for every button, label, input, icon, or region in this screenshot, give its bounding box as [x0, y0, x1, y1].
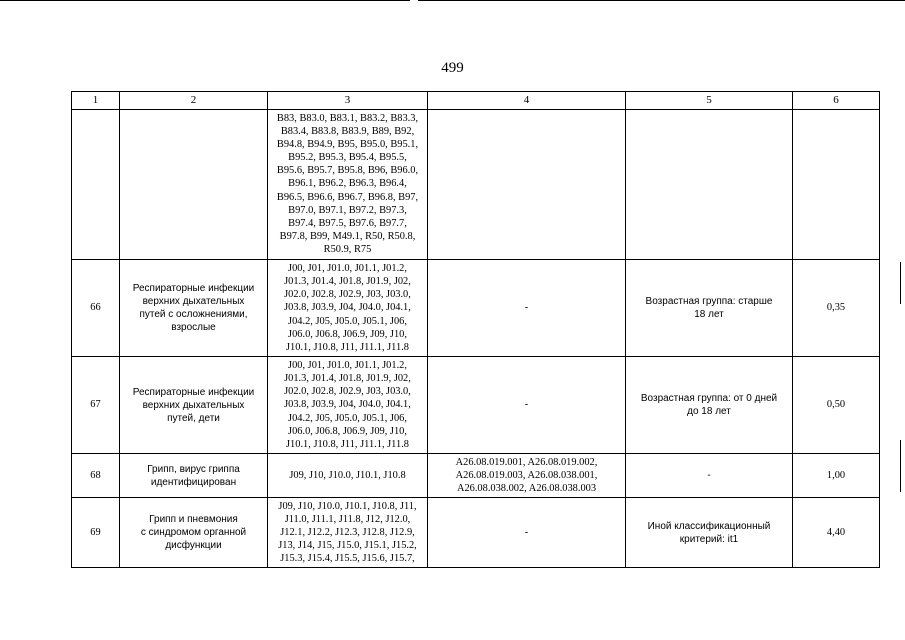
- coefficient-cell: 4,40: [793, 498, 880, 568]
- cell-line: J02.0, J02.8, J02.9, J03, J03.0,: [284, 386, 411, 398]
- cell-line: взрослые: [171, 322, 216, 333]
- cell-line: J01.3, J01.4, J01.8, J01.9, J02,: [284, 373, 411, 385]
- cell-line: B96.1, B96.2, B96.3, B96.4,: [288, 178, 407, 190]
- cell-line: J09, J10, J10.0, J10.1, J10.8: [289, 469, 406, 481]
- cell-line: A26.08.038.002, A26.08.038.003: [456, 483, 597, 495]
- criteria-cell: [626, 357, 793, 454]
- cell-line: верхних дыхательных: [142, 296, 245, 307]
- coefficient-cell: 0,35: [793, 260, 880, 357]
- col-header-6: 6: [793, 92, 880, 110]
- table-row: [72, 357, 880, 454]
- cell-line: Респираторные инфекции: [132, 283, 255, 294]
- medical-services-cell: [428, 498, 626, 568]
- medical-services-cell: [428, 260, 626, 357]
- cell-line: J11.0, J11.1, J11.8, J12, J12.0,: [284, 513, 411, 525]
- cell-line: Возрастная группа: от 0 дней: [640, 393, 778, 404]
- cell-line: J02.0, J02.8, J02.9, J03, J03.0,: [284, 289, 411, 301]
- cell-line: верхних дыхательных: [142, 399, 245, 411]
- cell-line: A26.08.019.001, A26.08.019.002,: [455, 456, 598, 468]
- row-number-cell: 67: [72, 357, 120, 454]
- col-header-5: 5: [626, 92, 793, 110]
- cell-line: J09, J10, J10.0, J10.1, J10.8, J11,: [278, 500, 417, 512]
- col-header-1: 1: [72, 92, 120, 110]
- cell-line: J13, J14, J15, J15.0, J15.1, J15.2,: [278, 540, 417, 552]
- tariff-table: [71, 91, 880, 568]
- cell-line: дисфункции: [165, 540, 222, 551]
- coefficient-cell: 1,00: [793, 454, 880, 498]
- cell-line: критерий: it1: [679, 533, 739, 545]
- row-number-cell: [72, 110, 120, 260]
- col-header-3: 3: [268, 92, 428, 110]
- scan-edge-mark: [900, 262, 901, 304]
- cell-line: 18 лет: [694, 309, 724, 320]
- cell-line: Грипп, вирус гриппа: [147, 463, 240, 475]
- medical-services-cell: [428, 110, 626, 260]
- cell-line: B95.6, B95.7, B95.8, B96, B96.0,: [276, 165, 419, 177]
- cell-line: путей с осложнениями,: [139, 309, 248, 320]
- group-name-cell: [120, 357, 268, 454]
- cell-line: -: [524, 302, 529, 314]
- table-row: [72, 110, 880, 260]
- top-border-line: [0, 0, 905, 2]
- medical-services-cell: [428, 454, 626, 498]
- cell-line: -: [707, 470, 711, 481]
- cell-line: B97.4, B97.5, B97.6, B97.7,: [288, 217, 407, 229]
- row-number-cell: 66: [72, 260, 120, 357]
- criteria-cell: [626, 260, 793, 357]
- cell-line: Возрастная группа: старше: [645, 296, 773, 307]
- cell-line: путей, дети: [167, 412, 220, 424]
- criteria-cell: [626, 454, 793, 498]
- cell-line: B83, B83.0, B83.1, B83.2, B83.3,: [276, 113, 419, 124]
- cell-line: идентифицирован: [150, 476, 237, 488]
- icd-codes-cell: [268, 260, 428, 357]
- group-name-cell: [120, 110, 268, 260]
- scan-edge-mark: [900, 440, 901, 492]
- table-row: [72, 498, 880, 568]
- cell-line: J00, J01, J01.0, J01.1, J01.2,: [288, 360, 407, 372]
- cell-line: Иной классификационный: [647, 520, 771, 532]
- group-name-cell: [120, 498, 268, 568]
- cell-line: J04.2, J05, J05.0, J05.1, J06,: [288, 315, 407, 327]
- cell-line: J12.1, J12.2, J12.3, J12.8, J12.9,: [280, 526, 415, 538]
- table-row: [72, 454, 880, 498]
- cell-line: J10.1, J10.8, J11, J11.1, J11.8: [286, 341, 409, 353]
- cell-line: J15.3, J15.4, J15.5, J15.6, J15.7,: [280, 553, 415, 565]
- cell-line: J03.8, J03.9, J04, J04.0, J04.1,: [284, 302, 411, 314]
- col-header-2: 2: [120, 92, 268, 110]
- cell-line: J10.1, J10.8, J11, J11.1, J11.8: [286, 438, 409, 450]
- cell-line: J06.0, J06.8, J06.9, J09, J10,: [288, 328, 407, 340]
- col-header-4: 4: [428, 92, 626, 110]
- coefficient-cell: 0,50: [793, 357, 880, 454]
- group-name-cell: [120, 260, 268, 357]
- cell-line: J00, J01, J01.0, J01.1, J01.2,: [288, 263, 407, 275]
- cell-line: B97.0, B97.1, B97.2, B97.3,: [288, 204, 407, 216]
- criteria-cell: [626, 110, 793, 260]
- cell-line: J06.0, J06.8, J06.9, J09, J10,: [288, 425, 407, 437]
- cell-line: Грипп и пневмония: [149, 514, 238, 525]
- icd-codes-cell: [268, 110, 428, 260]
- cell-line: B94.8, B94.9, B95, B95.0, B95.1,: [276, 139, 419, 151]
- cell-line: B95.2, B95.3, B95.4, B95.5,: [288, 152, 407, 164]
- cell-line: J03.8, J03.9, J04, J04.0, J04.1,: [284, 399, 411, 411]
- header-row: [72, 92, 880, 110]
- icd-codes-cell: [268, 498, 428, 568]
- cell-line: с синдромом органной: [140, 527, 247, 538]
- group-name-cell: [120, 454, 268, 498]
- cell-line: A26.08.019.003, A26.08.038.001,: [455, 469, 598, 481]
- cell-line: J01.3, J01.4, J01.8, J01.9, J02,: [284, 276, 411, 288]
- row-number-cell: 68: [72, 454, 120, 498]
- page-number: 499: [441, 60, 464, 76]
- cell-line: B97.8, B99, M49.1, R50, R50.8,: [279, 230, 416, 242]
- table-row: [72, 260, 880, 357]
- cell-line: B83.4, B83.8, B83.9, B89, B92,: [280, 126, 415, 138]
- medical-services-cell: [428, 357, 626, 454]
- cell-line: B96.5, B96.6, B96.7, B96.8, B97,: [276, 191, 419, 203]
- cell-line: R50.9, R75: [323, 243, 372, 255]
- icd-codes-cell: [268, 454, 428, 498]
- row-number-cell: 69: [72, 498, 120, 568]
- cell-line: -: [524, 399, 529, 411]
- criteria-cell: [626, 498, 793, 568]
- cell-line: J04.2, J05, J05.0, J05.1, J06,: [288, 412, 407, 424]
- cell-line: Респираторные инфекции: [132, 386, 255, 398]
- cell-line: -: [524, 526, 529, 538]
- cell-line: до 18 лет: [687, 406, 731, 417]
- coefficient-cell: [793, 110, 880, 260]
- icd-codes-cell: [268, 357, 428, 454]
